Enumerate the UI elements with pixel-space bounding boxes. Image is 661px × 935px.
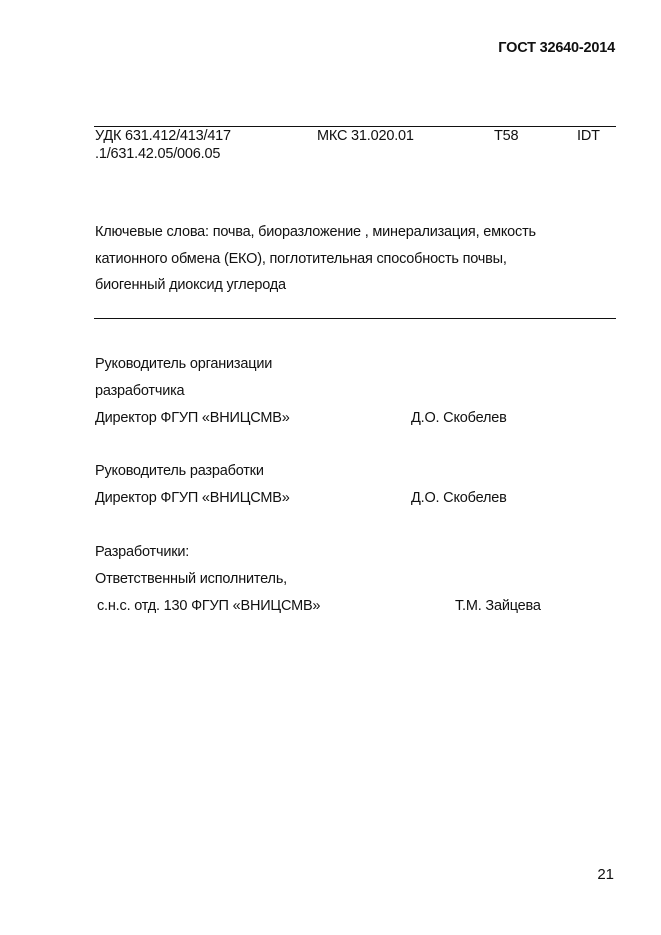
idt-code: IDT [577,128,600,144]
developers-title: Разработчики: [95,544,190,560]
developers-name: Т.М. Зайцева [455,598,541,614]
org-head-title-cont: разработчика [95,383,185,399]
keywords-line: биогенный диоксид углерода [95,277,286,293]
keywords-line: катионного обмена (ЕКО), поглотительная способность почвы, [95,250,507,267]
page-number: 21 [597,866,614,883]
dev-head-title: Руководитель разработки [95,463,264,479]
udk-code-line1: УДК 631.412/413/417 [95,128,231,144]
dev-head-name: Д.О. Скобелев [411,490,507,506]
org-head-position: Директор ФГУП «ВНИЦСМВ» [95,410,290,426]
mks-code: МКС 31.020.01 [317,128,414,144]
keywords-line: Ключевые слова: почва, биоразложение , минерализация, емкость [95,224,536,240]
standard-number: ГОСТ 32640-2014 [498,40,615,56]
org-head-name: Д.О. Скобелев [411,410,507,426]
developers-position: с.н.с. отд. 130 ФГУП «ВНИЦСМВ» [97,598,321,614]
dev-head-position: Директор ФГУП «ВНИЦСМВ» [95,490,290,506]
top-rule [94,126,616,127]
udk-code-line2: .1/631.42.05/006.05 [95,146,221,162]
org-head-title: Руководитель организации [95,356,273,372]
keywords-block [95,219,615,299]
t-code: Т58 [494,128,519,144]
developers-role: Ответственный исполнитель, [95,571,288,587]
bottom-rule [94,318,616,319]
